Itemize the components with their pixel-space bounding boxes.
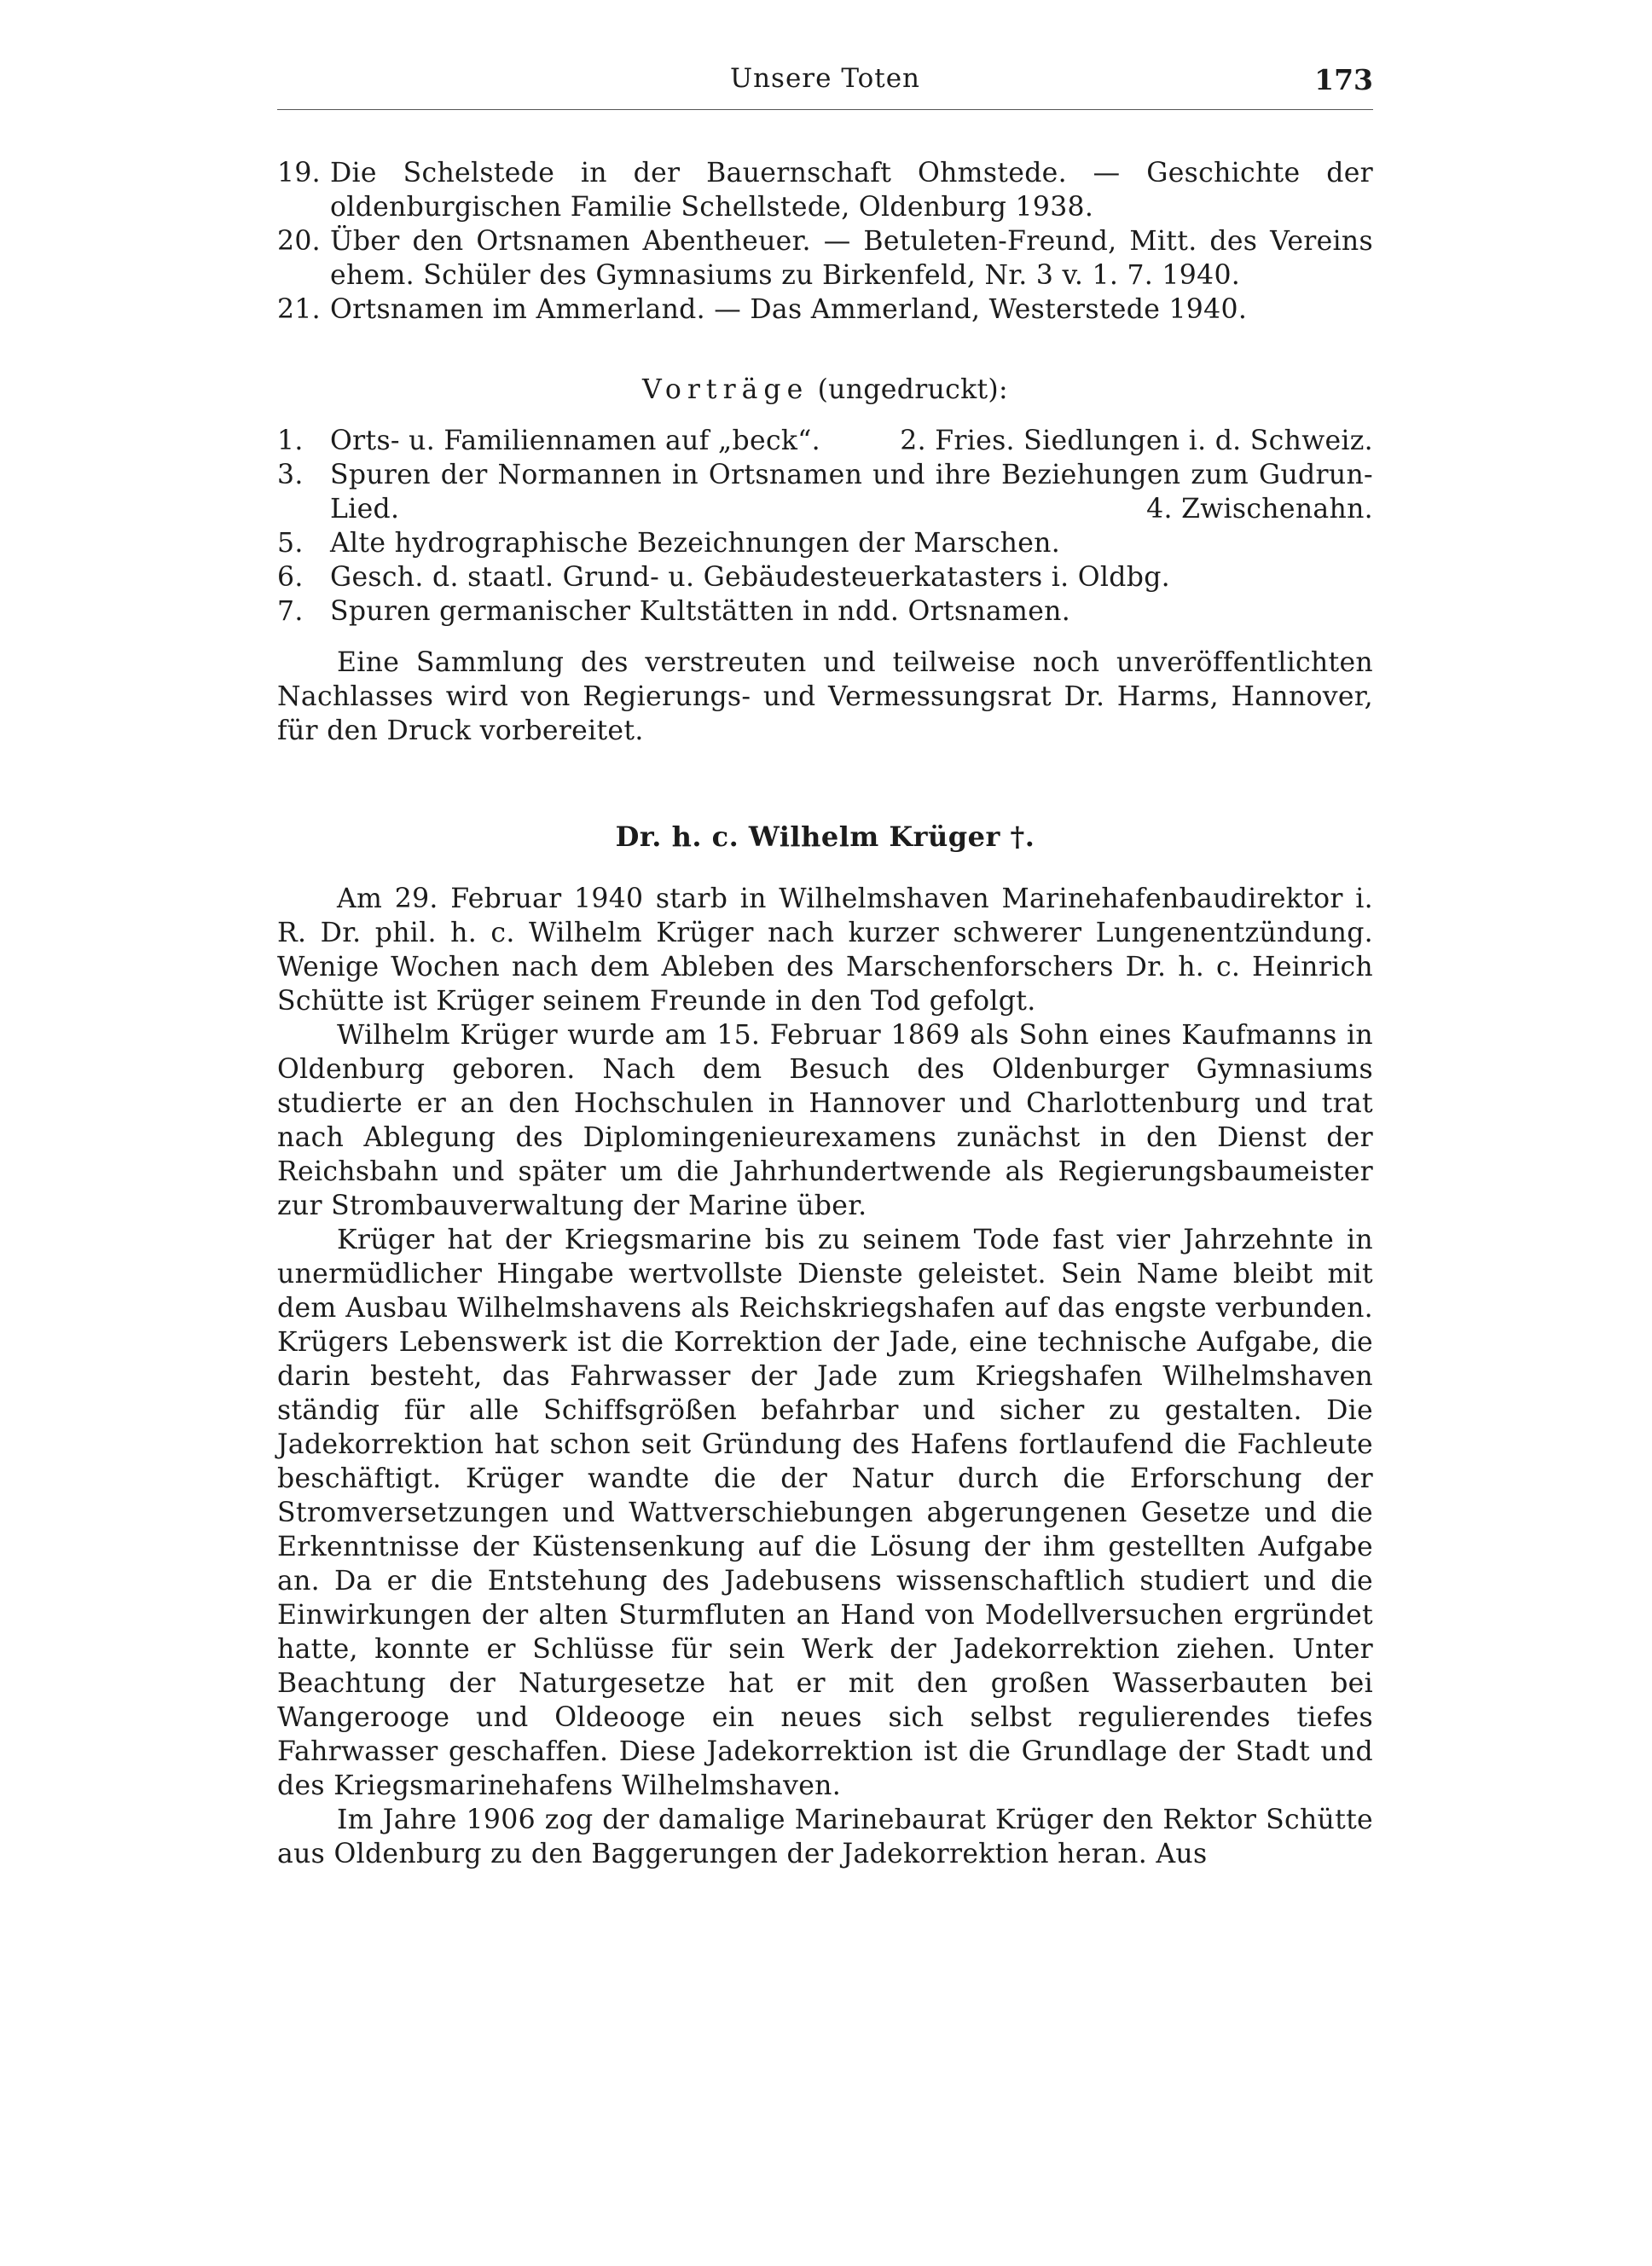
- item-number: 6.: [277, 562, 304, 593]
- paragraph: Krüger hat der Kriegsmarine bis zu seinem Tode fast vier Jahrzehnte in unermüdlicher Hingabe wertvollste Dienste geleistet. Sein Name bleibt mit dem Ausbau Wilhelmshavens als Reichskriegshafen auf das engste verbunden. Krügers Lebenswerk ist die Korrektion der Jade, eine technische Aufgabe, die darin besteht, das Fahrwasser der Jade zum Kriegshafen Wilhelmshaven ständig für alle Schiffsgrößen befahrbar und sicher zu gestalten. Die Jadekorrektion hat schon seit Gründung des Hafens fortlaufend die Fachleute beschäftigt. Krüger wandte die der Natur durch die Erforschung der Stromversetzungen und Wattverschiebungen abgerungenen Gesetze und die Erkenntnisse der Küstensenkung auf die Lösung der ihm gestellten Aufgabe an. Da er die Entstehung des Jadebusens wissenschaftlich studiert und die Einwirkungen der alten Sturmfluten an Hand von Modellversuchen ergründet hatte, konnte er Schlüsse für sein Werk der Jadekorrektion ziehen. Unter Beachtung der Naturgesetze hat er mit den großen Wasserbauten bei Wangerooge und Oldeooge ein neues sich selbst regulierendes tiefes Fahrwasser geschaffen. Diese Jadekorrektion ist die Grundlage der Stadt und des Kriegsmarinehafens Wilhelmshaven.: [277, 1225, 1373, 1801]
- item-text: 2. Fries. Siedlungen i. d. Schweiz.: [900, 426, 1373, 456]
- item-text: Über den Ortsnamen Abentheuer. — Betuleten-Freund, Mitt. des Vereins ehem. Schüler des Gymnasiums zu Birkenfeld, Nr. 3 v. 1. 7. 1940.: [330, 226, 1373, 291]
- item-text: Gesch. d. staatl. Grund- u. Gebäudesteuerkatasters i. Oldbg.: [330, 562, 1170, 593]
- list-item: [277, 224, 1373, 293]
- item-text: Spuren germanischer Kultstätten in ndd. Ortsnamen.: [330, 596, 1071, 627]
- list-item: [277, 424, 1373, 458]
- list-item: [277, 293, 1373, 327]
- paragraph: Am 29. Februar 1940 starb in Wilhelmshaven Marinehafenbaudirektor i. R. Dr. phil. h. c. Wilhelm Krüger nach kurzer schwerer Lungenentzündung. Wenige Wochen nach dem Ableben des Marschenforschers Dr. h. c. Heinrich Schütte ist Krüger seinem Freunde in den Tod gefolgt.: [277, 884, 1373, 1017]
- list-item: [277, 560, 1373, 594]
- list-item: [277, 526, 1373, 560]
- item-number: 19.: [277, 158, 321, 188]
- lectures-heading-spaced: Vorträge: [642, 374, 809, 405]
- list-item: [277, 594, 1373, 629]
- lectures-list: [277, 424, 1373, 629]
- collection-note: [277, 646, 1373, 748]
- running-header: [277, 63, 1373, 106]
- paragraph: Im Jahre 1906 zog der damalige Marinebaurat Krüger den Rektor Schütte aus Oldenburg zu den Baggerungen der Jadekorrektion heran. Aus: [277, 1805, 1373, 1869]
- header-rule: [277, 109, 1373, 110]
- item-text: Ortsnamen im Ammerland. — Das Ammerland, Westerstede 1940.: [330, 294, 1248, 325]
- item-text: Orts- u. Familiennamen auf „beck“.: [330, 426, 820, 456]
- list-item: [277, 156, 1373, 224]
- page-number: 173: [1314, 63, 1373, 96]
- item-text: Lied.: [330, 494, 400, 524]
- item-text: 4. Zwischenahn.: [1146, 494, 1373, 524]
- item-number: 21.: [277, 294, 321, 325]
- item-number: 5.: [277, 528, 304, 559]
- paragraph: Wilhelm Krüger wurde am 15. Februar 1869 als Sohn eines Kaufmanns in Oldenburg geboren. Nach dem Besuch des Oldenburger Gymnasiums studierte er an den Hochschulen in Hannover und Charlottenburg und trat nach Ablegung des Diplomingenieurexamens zunächst in den Dienst der Reichsbahn und später um die Jahrhundertwende als Regierungsbaumeister zur Strombauverwaltung der Marine über.: [277, 1020, 1373, 1221]
- item-text: Alte hydrographische Bezeichnungen der Marschen.: [330, 528, 1061, 559]
- item-number: 7.: [277, 596, 304, 627]
- item-number: 3.: [277, 460, 304, 490]
- item-number: 1.: [277, 426, 304, 456]
- obituary-title: Dr. h. c. Wilhelm Krüger †.: [615, 820, 1035, 853]
- lectures-heading-rest: (ungedruckt):: [817, 374, 1008, 405]
- item-text: Die Schelstede in der Bauernschaft Ohmstede. — Geschichte der oldenburgischen Familie Schellstede, Oldenburg 1938.: [330, 158, 1373, 223]
- paragraph: Eine Sammlung des verstreuten und teilweise noch unveröffentlichten Nachlasses wird von Regierungs- und Vermessungsrat Dr. Harms, Hannover, für den Druck vorbereitet.: [277, 647, 1373, 746]
- lectures-heading: [277, 373, 1373, 407]
- running-title: Unsere Toten: [729, 63, 921, 94]
- item-number: 20.: [277, 226, 321, 257]
- obituary-body: [277, 882, 1373, 1871]
- item-text: Spuren der Normannen in Ortsnamen und ihre Beziehungen zum Gudrun-: [330, 460, 1373, 490]
- list-item: [277, 492, 1373, 526]
- publication-list: [277, 156, 1373, 327]
- list-item: [277, 458, 1373, 492]
